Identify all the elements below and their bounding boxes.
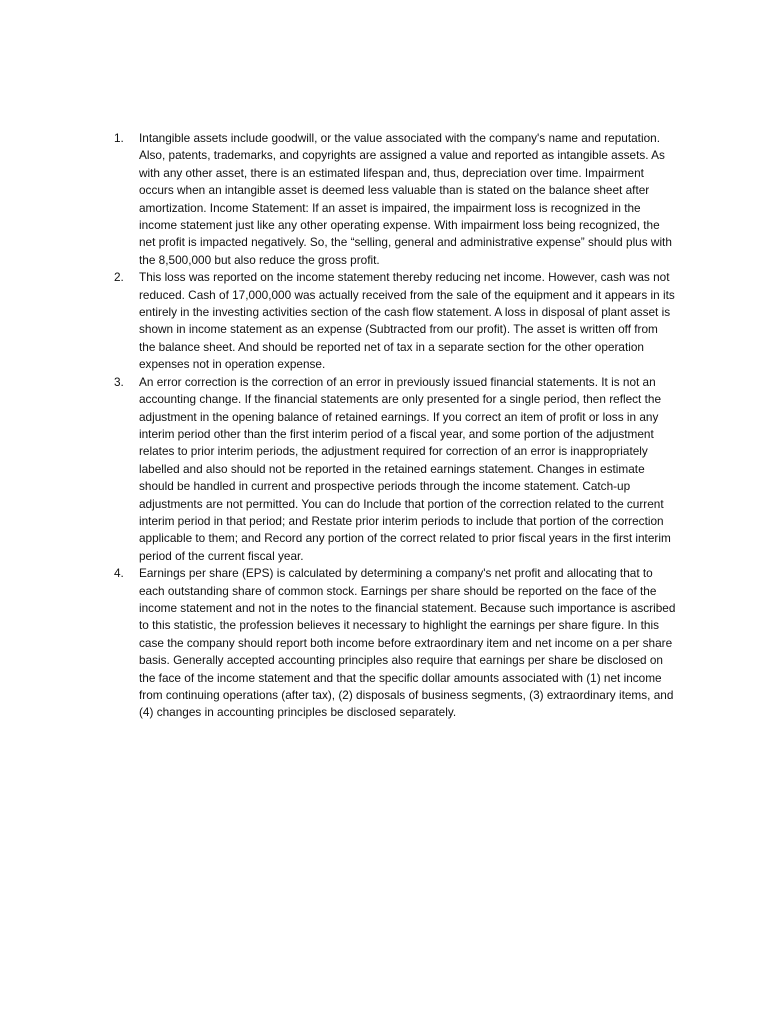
list-item-text: Earnings per share (EPS) is calculated by determining a company's net profit and allocating that to each outstanding share of common stock. Earnings per share should be reported on the face of the income statement and not in the notes to the financial statement. Because such importance is ascribed to this statistic, the profession believes it necessary to highlight the earnings per share figure. In this case the company should report both income before extraordinary item and net income on a per share basis. Generally accepted accounting principles also require that earnings per share be disclosed on the face of the income statement and that the specific dollar amounts associated with (1) net income from continuing operations (after tax), (2) disposals of business segments, (3) extraordinary items, and (4) changes in accounting principles be disclosed separately. (139, 566, 676, 720)
list-item-text: This loss was reported on the income statement thereby reducing net income. However, cash was not reduced. Cash of 17,000,000 was actually received from the sale of the equipment and it appears in its entirely in the investing activities section of the cash flow statement. A loss in disposal of plant asset is shown in income statement as an expense (Subtracted from our profit). The asset is written off from the balance sheet. And should be reported net of tax in a separate section for the other operation expenses not in operation expense. (139, 270, 675, 372)
list-item-1 (114, 130, 676, 269)
list-item-3 (114, 374, 676, 565)
list-item-number: 4. (114, 566, 124, 581)
list-item-text: Intangible assets include goodwill, or the value associated with the company's name and reputation. Also, patents, trademarks, and copyrights are assigned a value and reported as intangible assets. As with any other asset, there is an estimated lifespan and, thus, depreciation over time. Impairment occurs when an intangible asset is deemed less valuable than is stated on the balance sheet after amortization. Income Statement: If an asset is impaired, the impairment loss is recognized in the income statement just like any other operating expense. With impairment loss being recognized, the net profit is impacted negatively. So, the “selling, general and administrative expense” should plus with the 8,500,000 but also reduce the gross profit. (139, 131, 672, 267)
list-item-2 (114, 269, 676, 373)
list-item-number: 1. (114, 131, 124, 145)
list-item-text: An error correction is the correction of an error in previously issued financial statements. It is not an accounting change. If the financial statements are only presented for a single period, then reflect the adjustment in the opening balance of retained earnings. If you correct an item of profit or loss in any interim period other than the first interim period of a fiscal year, and some portion of the adjustment relates to prior interim periods, the adjustment required for correction of an error is inappropriately labelled and also should not be reported in the retained earnings statement. Changes in estimate should be handled in current and prospective periods through the income statement. Catch-up adjustments are not permitted. You can do Include that portion of the correction related to the current interim period in that period; and Restate prior interim periods to include that portion of the correction applicable to them; and Record any portion of the correct related to prior fiscal years in the first interim period of the current fiscal year. (139, 374, 671, 563)
list-item-number: 3. (114, 374, 124, 389)
list-item-4 (114, 565, 676, 722)
document-body (114, 130, 676, 722)
numbered-list (114, 130, 676, 722)
list-item-number: 2. (114, 270, 124, 285)
